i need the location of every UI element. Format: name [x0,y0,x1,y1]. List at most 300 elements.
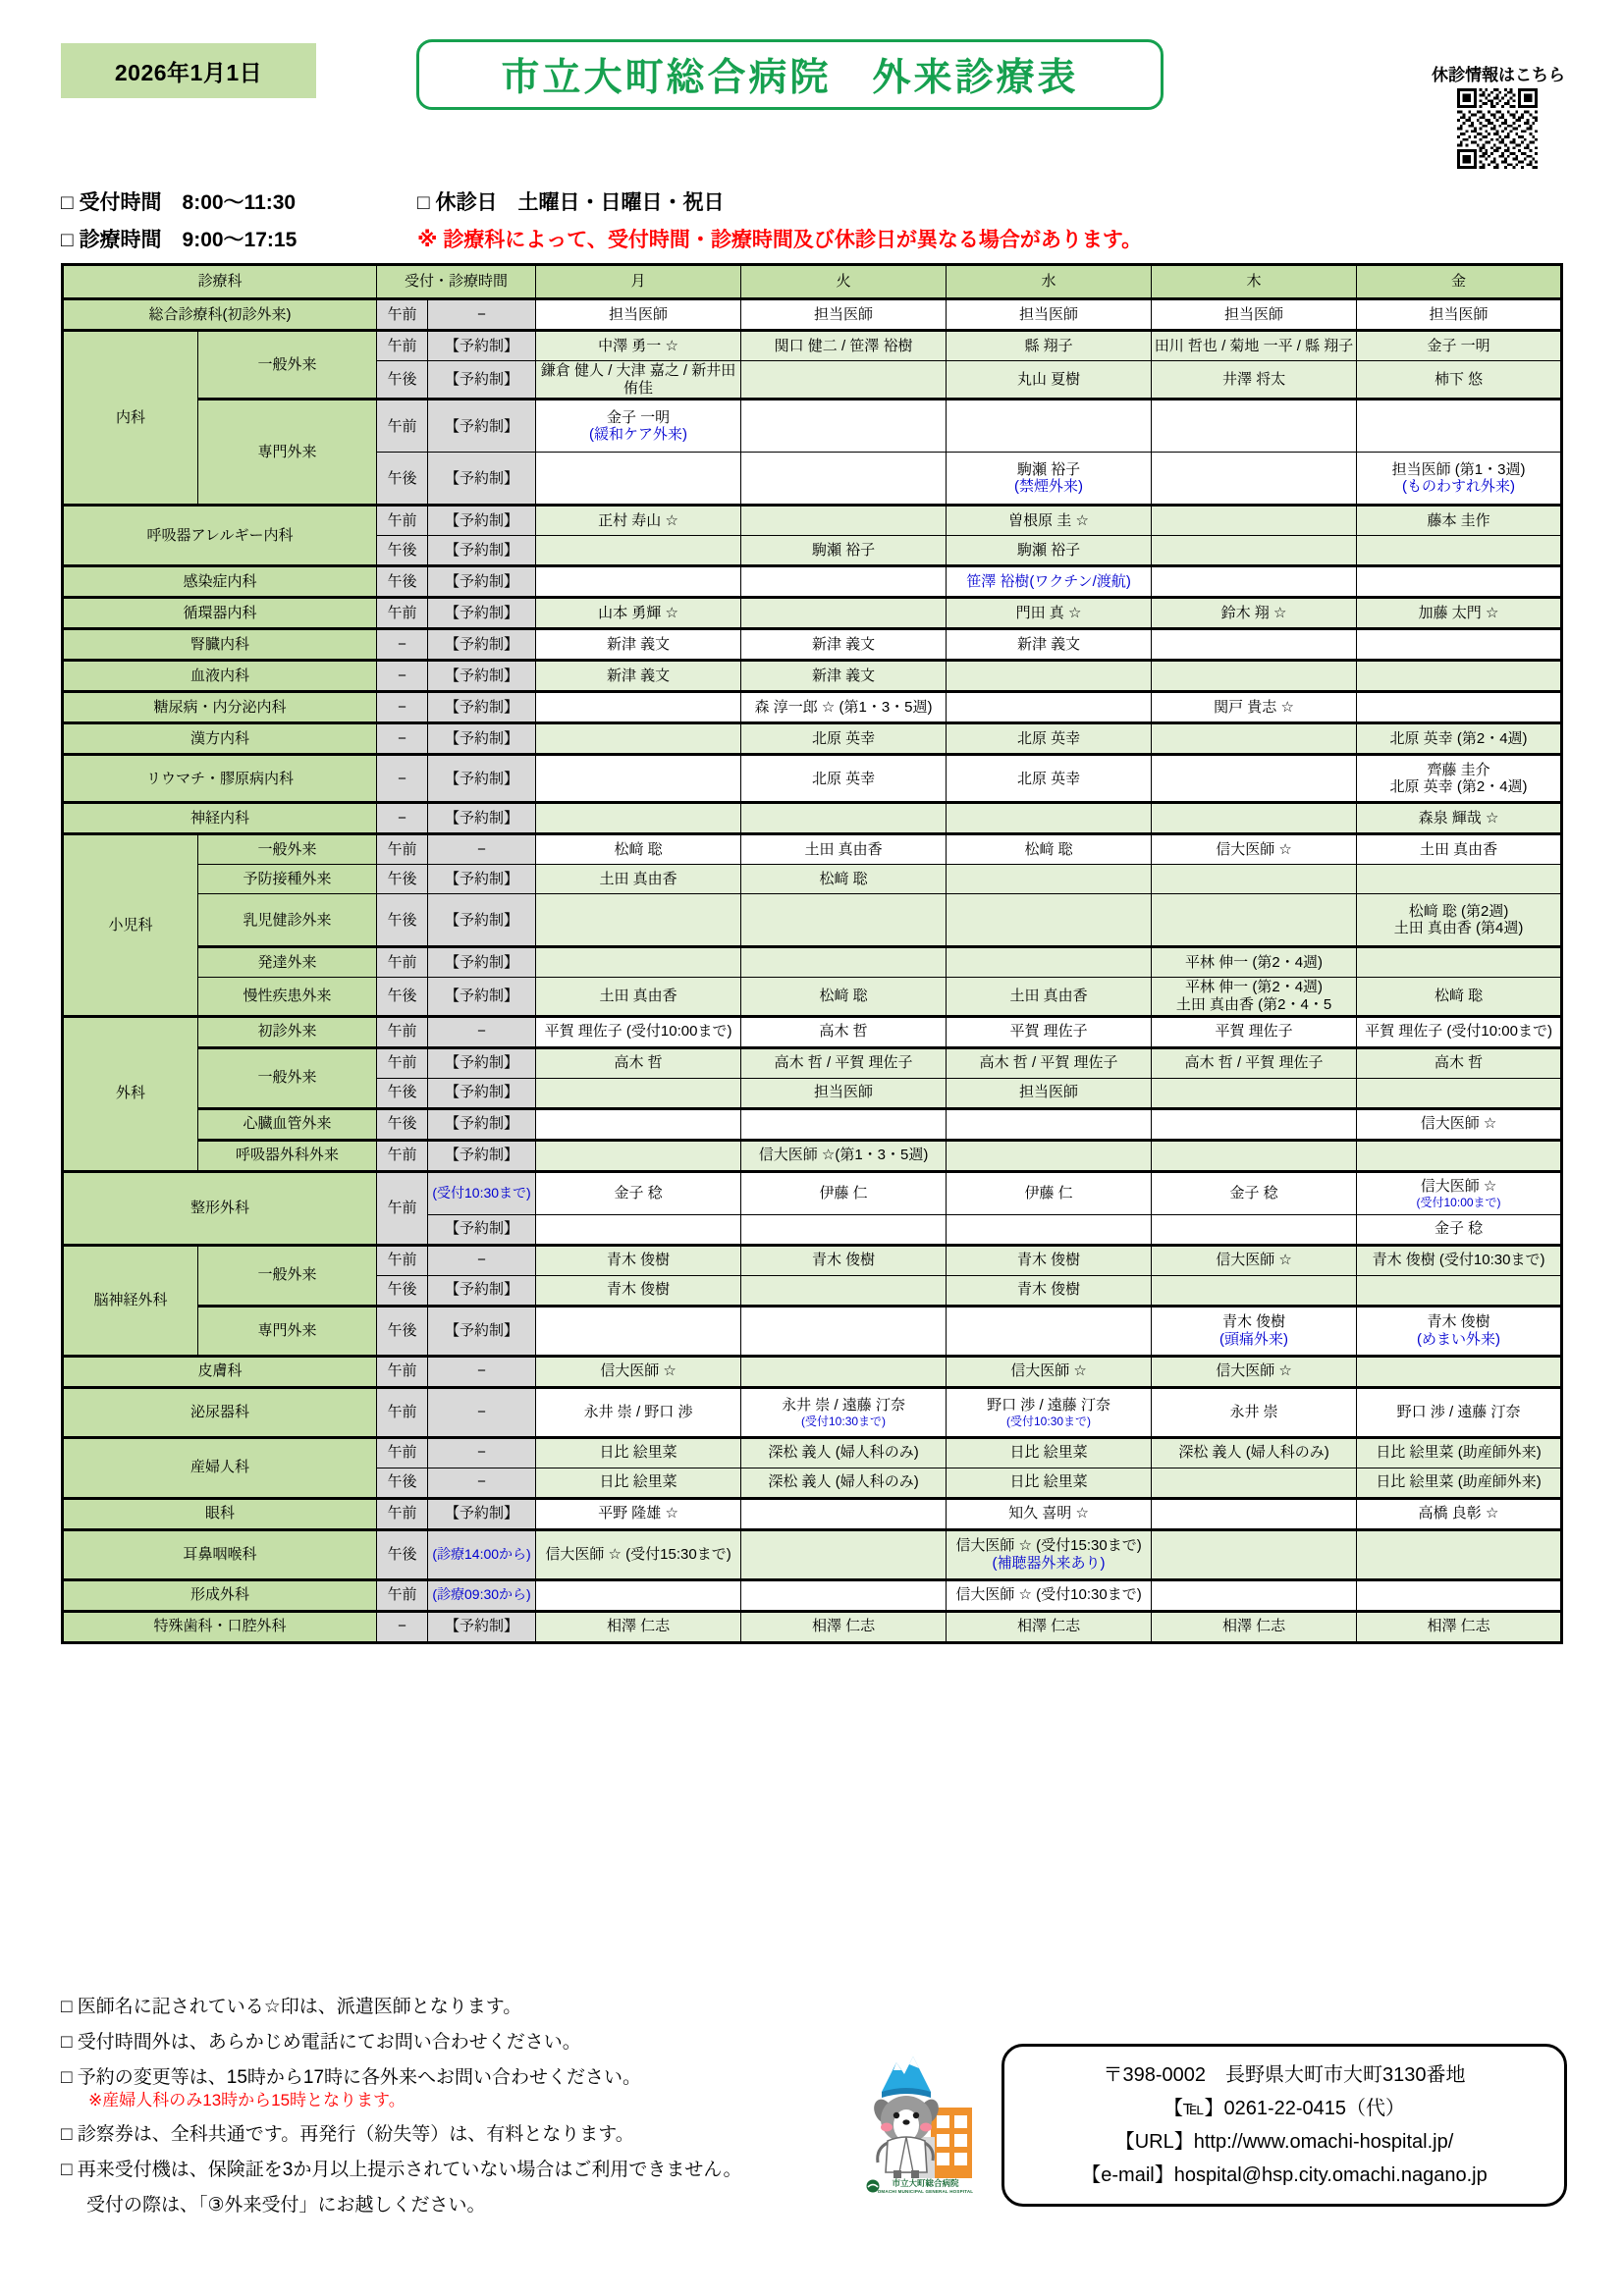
cell-mon: 青木 俊樹 [536,1245,741,1275]
mascot-label: 市立大町総合病院 OMACHI MUNICIPAL GENERAL HOSPITAL [877,2178,974,2194]
reservation: − [428,1245,536,1275]
cell-thu [1152,1214,1357,1245]
cell-wed [947,803,1152,834]
cell-fri [1357,1140,1562,1171]
cell-thu [1152,536,1357,566]
cell-tue [741,1306,947,1356]
ampm: 午前 [377,331,428,361]
table-row [63,1579,1562,1611]
reservation: 【予約制】 [428,803,536,834]
ampm: 午前 [377,400,428,453]
dept-name: 小児科 [63,834,198,1016]
cell-thu [1152,723,1357,755]
table-row [63,1047,1562,1078]
cell-fri: 青木 俊樹 (受付10:30まで) [1357,1245,1562,1275]
cell-thu: 鈴木 翔 ☆ [1152,598,1357,629]
cell-thu [1152,1468,1357,1498]
note-item: □ 再来受付機は、保険証を3か月以上提示されていない場合はご利用できません。 [61,2160,742,2180]
cell-fri: 高橋 良彰 ☆ [1357,1498,1562,1529]
cell-fri [1357,536,1562,566]
cell-tue [741,453,947,506]
cell-tue [741,947,947,978]
cell-fri [1357,1579,1562,1611]
note-item: □ 診察券は、全科共通です。再発行（紛失等）は、有料となります。 [61,2124,634,2145]
cell-mon: 正村 寿山 ☆ [536,506,741,536]
dept-name: 特殊歯科・口腔外科 [63,1611,377,1642]
cell-tue: 新津 義文 [741,661,947,692]
cell-fri: 松﨑 聡 (第2週) 土田 真由香 (第4週) [1357,894,1562,947]
reservation: 【予約制】 [428,598,536,629]
table-row [63,947,1562,978]
cell-mon: 新津 義文 [536,661,741,692]
cell-fri: 担当医師 [1357,299,1562,331]
cell-wed: 信大医師 ☆ (受付15:30まで) (補聴器外来あり) [947,1529,1152,1579]
cell-fri: 北原 英幸 (第2・4週) [1357,723,1562,755]
dept-sub: 専門外来 [198,1306,377,1356]
cell-wed [947,865,1152,894]
table-row [63,1437,1562,1468]
outpatient-schedule-table [61,263,1563,1644]
reservation: 【予約制】 [428,1078,536,1108]
mascot-icon [864,2047,987,2194]
cell-fri [1357,400,1562,453]
table-row [63,598,1562,629]
reservation: 【予約制】 [428,723,536,755]
dept-sub: 一般外来 [198,1245,377,1306]
page-title [416,39,1164,110]
page-header [0,0,1624,123]
cell-thu: 高木 哲 / 平賀 理佐子 [1152,1047,1357,1078]
dept-name: 皮膚科 [63,1356,377,1387]
cell-tue: 高木 哲 [741,1016,947,1047]
cell-fri [1357,1529,1562,1579]
cell-thu [1152,1275,1357,1306]
cell-tue [741,1108,947,1140]
cell-fri [1357,1356,1562,1387]
table-row [63,1306,1562,1356]
cell-thu [1152,755,1357,803]
cell-thu [1152,1140,1357,1171]
note-item: □ 予約の変更等は、15時から17時に各外来へお問い合わせください。 ※産婦人科のみ13時から15時となります。 [61,2068,741,2109]
dept-name: 形成外科 [63,1579,377,1611]
table-row [63,1171,1562,1214]
cell-wed [947,1214,1152,1245]
cell-thu: 永井 崇 [1152,1387,1357,1437]
cell-tue: 相澤 仁志 [741,1611,947,1642]
dept-sub: 一般外来 [198,1047,377,1108]
cell-wed: 信大医師 ☆ (受付10:30まで) [947,1579,1152,1611]
dept-name: リウマチ・膠原病内科 [63,755,377,803]
cell-thu [1152,1529,1357,1579]
ampm: − [377,803,428,834]
cell-wed: 知久 喜明 ☆ [947,1498,1152,1529]
reservation: 【予約制】 [428,1214,536,1245]
cell-tue: 青木 俊樹 [741,1245,947,1275]
table-row [63,400,1562,453]
cell-thu [1152,566,1357,598]
reservation: − [428,1387,536,1437]
cell-wed: 担当医師 [947,299,1152,331]
cell-tue: 土田 真由香 [741,834,947,865]
table-row [63,978,1562,1016]
cell-mon: 永井 崇 / 野口 渉 [536,1387,741,1437]
cell-wed: 北原 英幸 [947,723,1152,755]
cell-tue [741,1356,947,1387]
reservation: (診療09:30から) [428,1579,536,1611]
cell-thu [1152,1108,1357,1140]
ampm: 午前 [377,1437,428,1468]
qr-code-icon[interactable] [1457,88,1538,169]
dept-name: 漢方内科 [63,723,377,755]
contact-email[interactable]: 【e-mail】hospital@hsp.city.omachi.nagano.jp [1081,2164,1488,2186]
cell-wed [947,692,1152,723]
cell-fri: 松﨑 聡 [1357,978,1562,1016]
cell-tue [741,566,947,598]
table-row [63,506,1562,536]
cell-mon: 山本 勇輝 ☆ [536,598,741,629]
cell-fri [1357,566,1562,598]
ampm: − [377,1611,428,1642]
cell-wed: 日比 絵里菜 [947,1468,1152,1498]
dept-name: 外科 [63,1016,198,1171]
cell-mon [536,566,741,598]
cell-mon: 土田 真由香 [536,978,741,1016]
table-row [63,755,1562,803]
contact-box [1001,2044,1567,2207]
cell-mon: 鎌倉 健人 / 大津 嘉之 / 新井田 侑佳 [536,361,741,400]
cell-mon: 高木 哲 [536,1047,741,1078]
cell-tue [741,506,947,536]
reservation: − [428,1437,536,1468]
cell-wed: 駒瀬 裕子 [947,536,1152,566]
cell-thu [1152,629,1357,661]
ampm: 午後 [377,566,428,598]
reservation: 【予約制】 [428,629,536,661]
ampm: 午後 [377,453,428,506]
reservation: 【予約制】 [428,536,536,566]
ampm: 午後 [377,1468,428,1498]
table-row [63,1498,1562,1529]
reservation: 【予約制】 [428,894,536,947]
cell-fri [1357,947,1562,978]
page-title-text: 市立大町総合病院 外来診療表 [501,56,1079,100]
cell-wed [947,1140,1152,1171]
dept-sub: 専門外来 [198,400,377,506]
contact-url[interactable]: 【URL】http://www.omachi-hospital.jp/ [1114,2131,1454,2153]
cell-mon [536,1078,741,1108]
cell-tue [741,400,947,453]
cell-tue: 北原 英幸 [741,755,947,803]
reservation: 【予約制】 [428,1047,536,1078]
table-row [63,1387,1562,1437]
reservation: 【予約制】 [428,1275,536,1306]
cell-thu: 相澤 仁志 [1152,1611,1357,1642]
cell-thu [1152,1498,1357,1529]
cell-wed: 信大医師 ☆ [947,1356,1152,1387]
col-header-tue: 火 [741,265,947,299]
table-row [63,803,1562,834]
table-header-row [63,265,1562,299]
table-row [63,894,1562,947]
cell-mon [536,755,741,803]
cell-fri [1357,865,1562,894]
cell-mon: 日比 絵里菜 [536,1468,741,1498]
dept-name: 神経内科 [63,803,377,834]
col-header-wed: 水 [947,265,1152,299]
cell-wed: 門田 真 ☆ [947,598,1152,629]
ampm: 午後 [377,1078,428,1108]
dept-name: 脳神経外科 [63,1245,198,1356]
qr-label: 休診情報はこちら [1432,66,1565,84]
cell-mon [536,894,741,947]
cell-wed: 曽根原 圭 ☆ [947,506,1152,536]
cell-thu: 深松 義人 (婦人科のみ) [1152,1437,1357,1468]
cell-tue: 森 淳一郎 ☆ (第1・3・5週) [741,692,947,723]
cell-tue [741,361,947,400]
cell-thu [1152,506,1357,536]
cell-thu [1152,865,1357,894]
cell-fri [1357,661,1562,692]
table-row [63,566,1562,598]
cell-mon: 相澤 仁志 [536,1611,741,1642]
reservation: 【予約制】 [428,661,536,692]
cell-thu [1152,1579,1357,1611]
cell-wed: 駒瀬 裕子 (禁煙外来) [947,453,1152,506]
cell-wed: 伊藤 仁 [947,1171,1152,1214]
consult-time-line: □ 診療時間 9:00〜17:15 [61,229,298,251]
hospital-mascot-logo [864,2047,987,2194]
cell-thu: 信大医師 ☆ [1152,1245,1357,1275]
cell-wed: 野口 渉 / 遠藤 汀奈 (受付10:30まで) [947,1387,1152,1437]
cell-mon: 日比 絵里菜 [536,1437,741,1468]
cell-fri: 藤本 圭作 [1357,506,1562,536]
table-row [63,1140,1562,1171]
cell-mon: 平賀 理佐子 (受付10:00まで) [536,1016,741,1047]
cell-fri: 金子 一明 [1357,331,1562,361]
ampm: 午前 [377,947,428,978]
cell-mon: 信大医師 ☆ (受付15:30まで) [536,1529,741,1579]
cell-mon [536,536,741,566]
table-row [63,1611,1562,1642]
cell-fri: 金子 稔 [1357,1214,1562,1245]
note-item: □ 受付時間外は、あらかじめ電話にてお問い合わせください。 [61,2032,581,2053]
cell-mon [536,803,741,834]
dept-sub: 予防接種外来 [198,865,377,894]
cell-tue [741,894,947,947]
reservation: 【予約制】 [428,1140,536,1171]
dept-name: 泌尿器科 [63,1387,377,1437]
reservation: − [428,1356,536,1387]
dept-name: 産婦人科 [63,1437,377,1498]
cell-thu [1152,1078,1357,1108]
cell-fri: 土田 真由香 [1357,834,1562,865]
reservation: − [428,1468,536,1498]
ampm: 午前 [377,1047,428,1078]
cell-fri [1357,1275,1562,1306]
cell-mon [536,1214,741,1245]
ampm: − [377,692,428,723]
dept-sub: 一般外来 [198,331,377,400]
col-header-dept: 診療科 [63,265,377,299]
cell-tue [741,1529,947,1579]
cell-thu: 平林 伸一 (第2・4週) 土田 真由香 (第2・4・5 [1152,978,1357,1016]
reservation: 【予約制】 [428,755,536,803]
reservation: 【予約制】 [428,978,536,1016]
ampm: 午前 [377,1579,428,1611]
cell-wed: 青木 俊樹 [947,1275,1152,1306]
cell-fri: 加藤 太門 ☆ [1357,598,1562,629]
cell-thu: 信大医師 ☆ [1152,834,1357,865]
table-row [63,692,1562,723]
cell-tue: 駒瀬 裕子 [741,536,947,566]
cell-wed: 松﨑 聡 [947,834,1152,865]
ampm: 午後 [377,1275,428,1306]
cell-wed: 高木 哲 / 平賀 理佐子 [947,1047,1152,1078]
cell-fri: 日比 絵里菜 (助産師外来) [1357,1437,1562,1468]
dept-name: 呼吸器アレルギー内科 [63,506,377,566]
cell-fri: 信大医師 ☆ (受付10:00まで) [1357,1171,1562,1214]
cell-fri: 高木 哲 [1357,1047,1562,1078]
cell-tue: 深松 義人 (婦人科のみ) [741,1437,947,1468]
ampm: 午前 [377,1498,428,1529]
dept-sub: 心臓血管外来 [198,1108,377,1140]
cell-mon: 金子 一明 (緩和ケア外来) [536,400,741,453]
ampm: 午前 [377,506,428,536]
table-row [63,723,1562,755]
cell-tue: 担当医師 [741,1078,947,1108]
dept-name: 内科 [63,331,198,506]
cell-tue: 永井 崇 / 遠藤 汀奈 (受付10:30まで) [741,1387,947,1437]
cell-tue: 信大医師 ☆(第1・3・5週) [741,1140,947,1171]
reservation: − [428,299,536,331]
table-row [63,1108,1562,1140]
cell-thu: 平賀 理佐子 [1152,1016,1357,1047]
cell-wed: 新津 義文 [947,629,1152,661]
col-header-thu: 木 [1152,265,1357,299]
cell-mon [536,692,741,723]
cell-mon [536,1579,741,1611]
footer-notes [61,1998,741,2231]
cell-wed [947,661,1152,692]
reservation: − [428,1016,536,1047]
col-header-fri: 金 [1357,265,1562,299]
dept-name: 耳鼻咽喉科 [63,1529,377,1579]
closed-days-line: □ 休診日 土曜日・日曜日・祝日 [417,191,725,214]
cell-wed: 日比 絵里菜 [947,1437,1152,1468]
cell-mon [536,723,741,755]
cell-wed [947,894,1152,947]
department-note-line: ※ 診療科によって、受付時間・診療時間及び休診日が異なる場合があります。 [417,229,1143,251]
ampm: 午後 [377,1529,428,1579]
ampm: 午前 [377,1140,428,1171]
cell-mon: 青木 俊樹 [536,1275,741,1306]
cell-wed: 笹澤 裕樹(ワクチン/渡航) [947,566,1152,598]
cell-tue [741,1275,947,1306]
table-row [63,865,1562,894]
col-header-mon: 月 [536,265,741,299]
ampm: 午後 [377,978,428,1016]
cell-tue: 松﨑 聡 [741,865,947,894]
reservation: − [428,834,536,865]
ampm: 午前 [377,1016,428,1047]
cell-tue: 担当医師 [741,299,947,331]
cell-thu [1152,400,1357,453]
note-item: 受付の際は、「③外来受付」にお越しください。 [86,2195,486,2216]
cell-fri: 齊藤 圭介 北原 英幸 (第2・4週) [1357,755,1562,803]
cell-wed: 平賀 理佐子 [947,1016,1152,1047]
table-row [63,661,1562,692]
cell-wed: 相澤 仁志 [947,1611,1152,1642]
cell-tue: 北原 英幸 [741,723,947,755]
cell-thu: 井澤 将太 [1152,361,1357,400]
reservation: 【予約制】 [428,453,536,506]
cell-thu [1152,453,1357,506]
cell-mon: 松﨑 聡 [536,834,741,865]
table-row [63,331,1562,361]
cell-fri: 柿下 悠 [1357,361,1562,400]
reservation: (受付10:30まで) [428,1171,536,1214]
cell-wed [947,1306,1152,1356]
ampm: 午後 [377,536,428,566]
cell-mon [536,1306,741,1356]
cell-mon [536,947,741,978]
contact-tel: 【℡】0261-22-0415（代） [1163,2098,1406,2119]
contact-address: 〒398-0002 長野県大町市大町3130番地 [1103,2064,1466,2086]
cell-fri: 野口 渉 / 遠藤 汀奈 [1357,1387,1562,1437]
dept-name: 整形外科 [63,1171,377,1245]
ampm: 午前 [377,1245,428,1275]
col-header-time: 受付・診療時間 [377,265,536,299]
dept-sub: 乳児健診外来 [198,894,377,947]
dept-name: 腎臓内科 [63,629,377,661]
dept-name: 循環器内科 [63,598,377,629]
cell-thu: 田川 哲也 / 菊地 一平 / 縣 翔子 [1152,331,1357,361]
ampm: 午前 [377,1171,428,1245]
cell-wed: 丸山 夏樹 [947,361,1152,400]
cell-thu: 関戸 貴志 ☆ [1152,692,1357,723]
ampm: 午前 [377,1387,428,1437]
table-row [63,1529,1562,1579]
dept-sub: 呼吸器外科外来 [198,1140,377,1171]
cell-fri: 担当医師 (第1・3週) (ものわすれ外来) [1357,453,1562,506]
table-row [63,1245,1562,1275]
ampm: − [377,755,428,803]
ampm: 午後 [377,894,428,947]
reservation: (診療14:00から) [428,1529,536,1579]
cell-tue [741,598,947,629]
reservation: 【予約制】 [428,361,536,400]
cell-tue [741,1579,947,1611]
cell-mon: 土田 真由香 [536,865,741,894]
cell-tue: 伊藤 仁 [741,1171,947,1214]
dept-name: 糖尿病・内分泌内科 [63,692,377,723]
cell-mon: 平野 隆雄 ☆ [536,1498,741,1529]
cell-mon: 信大医師 ☆ [536,1356,741,1387]
cell-wed: 北原 英幸 [947,755,1152,803]
dept-name: 血液内科 [63,661,377,692]
ampm: 午後 [377,1306,428,1356]
cell-wed: 土田 真由香 [947,978,1152,1016]
ampm: 午前 [377,299,428,331]
ampm: 午後 [377,361,428,400]
cell-wed: 縣 翔子 [947,331,1152,361]
ampm: 午前 [377,1356,428,1387]
reservation: 【予約制】 [428,692,536,723]
ampm: 午前 [377,834,428,865]
cell-tue [741,1214,947,1245]
dept-name: 眼科 [63,1498,377,1529]
note-red: ※産婦人科のみ13時から15時となります。 [88,2091,406,2109]
